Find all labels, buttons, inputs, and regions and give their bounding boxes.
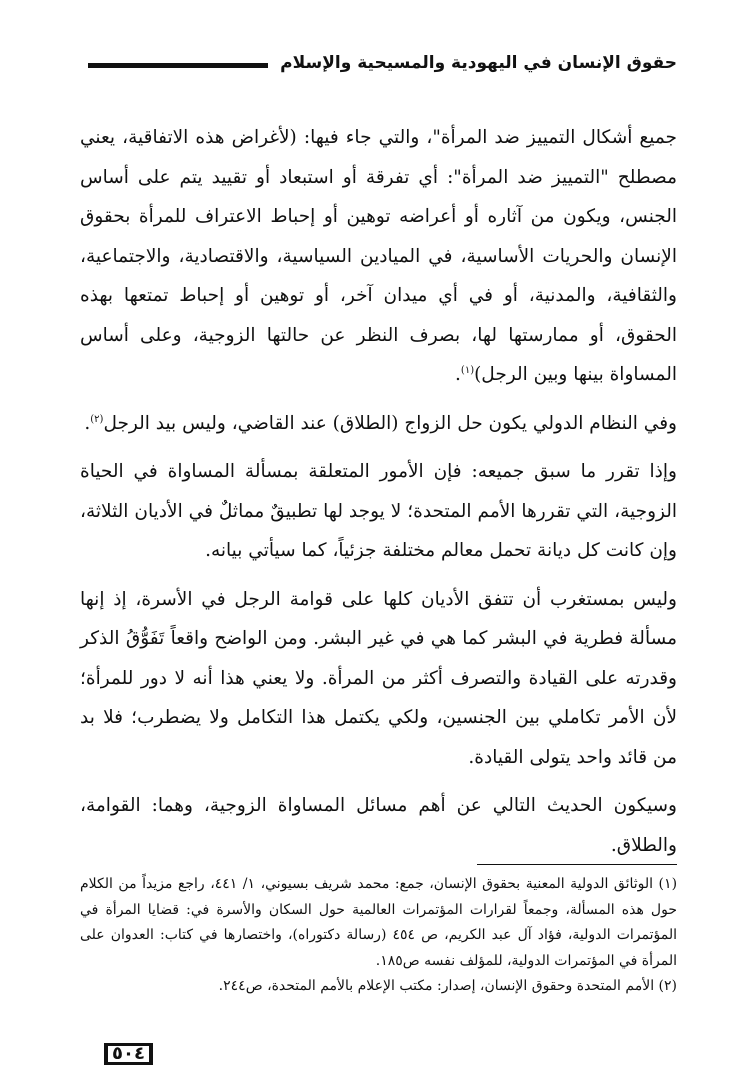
paragraph-2-text: وفي النظام الدولي يكون حل الزواج (الطلاق) عند القاضي، وليس بيد الرجل [103,412,677,434]
running-header [88,48,677,78]
main-text [80,118,677,874]
paragraph-2-end: . [84,412,91,434]
paragraph-1-end: . [455,364,461,385]
paragraph-5: وسيكون الحديث التالي عن أهم مسائل المساواة الزوجية، وهما: القوامة، والطلاق. [80,795,677,856]
page-number-value: ٥٠٤ [108,1043,149,1065]
paragraph-3: وإذا تقرر ما سبق جميعه: فإن الأمور المتعلقة بمسألة المساواة في الحياة الزوجية، التي تقررها الأمم المتحدة؛ لا يوجد لها تطبيقٌ مماثلٌ في الأديان الثلاثة، وإن كانت كل ديانة تحمل معالم مختلفة جزئياً، كما سيأتي بيانه. [80,461,677,561]
running-header-title: حقوق الإنسان في اليهودية والمسيحية والإسلام [280,53,677,73]
footnote-2: (٢) الأمم المتحدة وحقوق الإنسان، إصدار: مكتب الإعلام بالأمم المتحدة، ص٢٤٤. [218,978,677,994]
footnote-1: (١) الوثائق الدولية المعنية بحقوق الإنسان، جمع: محمد شريف بسيوني، ١/ ٤٤١، راجع مزيداً من الكلام حول هذه المسألة، وجمعاً لقرارات المؤتمرات العالمية حول السكان والأسرة في: قضايا المرأة في المؤتمرات الدولية، فؤاد آل عبد الكريم، ص ٤٥٤ (رسالة دكتوراه)، واختصارها في كتاب: العدوان على المرأة في المؤتمرات الدولية، للمؤلف نفسه ص١٨٥. [80,876,678,969]
footnotes [80,872,677,1000]
page-number-right-bar [149,1043,153,1065]
paragraph-1 [80,118,677,395]
page-number [104,1043,153,1065]
footnote-separator [477,864,677,865]
paragraph-1-text: جميع أشكال التمييز ضد المرأة"، والتي جاء فيها: (لأغراض هذه الاتفاقية، يعني مصطلح "التمييز ضد المرأة": أي تفرقة أو استبعاد أو تقييد يتم على أساس الجنس، ويكون من آثاره أو أعراضه توهين أو إحباط الاعتراف للمرأة بحقوق الإنسان والحريات الأساسية، في الميادين السياسية، والاقتصادية، والاجتماعية، والثقافية، والمدنية، أو في أي ميدان آخر، أو توهين أو إحباط تمتعها بهذه الحقوق، أو ممارستها لها، بصرف النظر عن حالتها الزوجية، وعلى أساس المساواة بينها وبين الرجل) [80,127,677,385]
footnote-ref-1: (١) [460,364,475,376]
running-header-rule [88,63,268,68]
paragraph-4: وليس بمستغرب أن تتفق الأديان كلها على قوامة الرجل في الأسرة، إذ إنها مسألة فطرية في البشر كما هي في غير البشر. ومن الواضح واقعاً تَفَوُّقُ الذكر وقدرته على القيادة والتصرف أكثر من المرأة. ولا يعني هذا أنه لا دور للمرأة؛ لأن الأمر تكاملي بين الجنسين، ولكي يكتمل هذا التكامل ولا يضطرب؛ فلا بد من قائد واحد يتولى القيادة. [80,588,677,768]
footnote-ref-2: (٢) [90,413,104,425]
paragraph-2 [80,404,677,444]
